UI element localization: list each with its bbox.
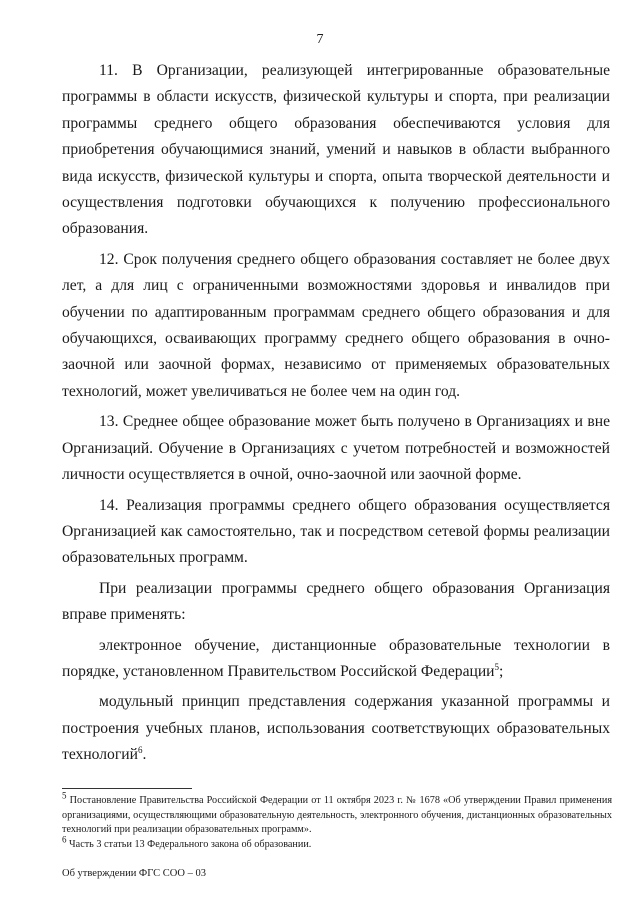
document-body <box>62 58 610 769</box>
footnote <box>62 790 613 838</box>
footnote <box>62 834 612 853</box>
paragraph-13: 13. Среднее общее образование может быть получено в Организациях и вне Организаций. Обучение в Организациях с учетом потребностей и возможностей личности осуществляется в очной, очно-заочной или заочной форме. <box>62 413 610 484</box>
footnote-ref[interactable]: 6 <box>137 744 143 755</box>
footnote-text: Часть 3 статьи 13 Федерального закона об образовании. <box>69 838 312 850</box>
list-item-tail: . <box>142 746 147 764</box>
footnotes <box>62 790 613 852</box>
list-item <box>62 633 610 686</box>
footnote-divider <box>62 788 192 789</box>
list-item-tail: ; <box>499 662 504 680</box>
list-item-text: модульный принцип представления содержания указанной программы и построения учебных планов, использования соответствующих образовательных технологий <box>62 693 610 764</box>
page-footer: Об утверждении ФГС СОО – 03 <box>62 868 206 879</box>
paragraph-11: 11. В Организации, реализующей интегрированные образовательные программы в области искусств, физической культуры и спорта, при реализации программы среднего общего образования обеспечиваются условия для приобретения обучающимися знаний, умений и навыков в области выбранного вида искусств, физической культуры и спорта, опыта творческой деятельности и осуществления подготовки обучающихся к получению профессионального образования. <box>62 62 610 238</box>
footnote-text: Постановление Правительства Российской Федерации от 11 октября 2023 г. № 1678 «Об утверждении Правил применения организациями, осуществляющими образовательную деятельность, электронного обучения, дистанционных образовательных технологий при реализации образовательных программ». <box>62 795 613 835</box>
list-item-text: электронное обучение, дистанционные образовательные технологии в порядке, установленном Правительством Российской Федерации <box>62 636 610 680</box>
paragraph-12: 12. Срок получения среднего общего образования составляет не более двух лет, а для лиц с ограниченными возможностями здоровья и инвалидов при обучении по адаптированным программам среднего общего образования и для обучающихся, осваивающих программу среднего общего образования в очно-заочной или заочной формах, независимо от применяемых образовательных технологий, может увеличиваться не более чем на один год. <box>62 250 610 400</box>
paragraph-intro-list: При реализации программы среднего общего образования Организация вправе применять: <box>62 579 610 624</box>
footnote-mark: 5 <box>62 790 67 801</box>
page-number: 7 <box>316 32 324 47</box>
paragraph-14: 14. Реализация программы среднего общего образования осуществляется Организацией как самостоятельно, так и посредством сетевой формы реализации образовательных программ. <box>62 496 610 567</box>
list-item <box>62 689 610 768</box>
footnote-mark: 6 <box>62 834 67 845</box>
footnote-ref[interactable]: 5 <box>494 661 500 672</box>
